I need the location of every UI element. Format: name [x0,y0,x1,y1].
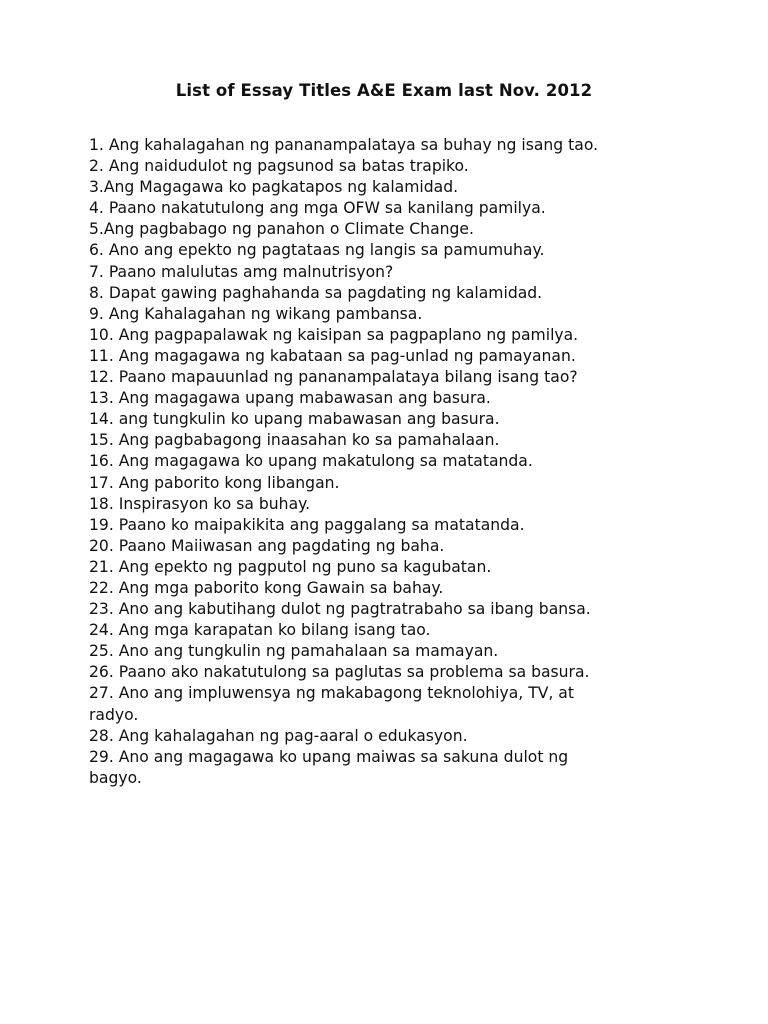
essay-title-item: 27. Ano ang impluwensya ng makabagong teknolohiya, TV, at radyo. [89,684,574,724]
essay-title-item: 22. Ang mga paborito kong Gawain sa bahay. [89,578,444,597]
essay-title-item: 24. Ang mga karapatan ko bilang isang tao. [89,621,431,640]
essay-title-item: 16. Ang magagawa ko upang makatulong sa matatanda. [89,452,533,471]
essay-title-item: 11. Ang magagawa ng kabataan sa pag-unlad ng pamayanan. [89,346,576,365]
essay-title-item: 9. Ang Kahalagahan ng wikang pambansa. [89,304,423,323]
essay-title-item: 26. Paano ako nakatutulong sa paglutas sa problema sa basura. [89,663,590,682]
essay-title-item: 23. Ano ang kabutihang dulot ng pagtratrabaho sa ibang bansa. [89,600,591,619]
essay-title-item: 8. Dapat gawing paghahanda sa pagdating ng kalamidad. [89,283,543,302]
essay-title-item: 3.Ang Magagawa ko pagkatapos ng kalamidad. [89,178,459,197]
essay-title-item: 14. ang tungkulin ko upang mabawasan ang basura. [89,410,500,429]
essay-title-item: 1. Ang kahalagahan ng pananampalataya sa buhay ng isang tao. [89,136,599,154]
essay-title-list [89,135,689,789]
essay-title-item: 5.Ang pagbabago ng panahon o Climate Change. [89,220,474,239]
essay-title-item: 18. Inspirasyon ko sa buhay. [89,494,311,513]
page-title: List of Essay Titles A&E Exam last Nov. 2012 [175,81,593,100]
essay-title-item: 6. Ano ang epekto ng pagtataas ng langis sa pamumuhay. [89,241,545,260]
essay-title-item: 28. Ang kahalagahan ng pag-aaral o edukasyon. [89,726,468,745]
essay-title-item: 13. Ang magagawa upang mabawasan ang basura. [89,389,491,408]
essay-title-item: 21. Ang epekto ng pagputol ng puno sa kagubatan. [89,557,492,576]
essay-title-item: 19. Paano ko maipakikita ang paggalang sa matatanda. [89,515,525,534]
essay-title-item: 29. Ano ang magagawa ko upang maiwas sa sakuna dulot ng bagyo. [89,747,569,787]
essay-title-item: 4. Paano nakatutulong ang mga OFW sa kanilang pamilya. [89,199,546,218]
essay-title-item: 12. Paano mapauunlad ng pananampalataya bilang isang tao? [89,368,578,387]
essay-title-item: 20. Paano Maiiwasan ang pagdating ng baha. [89,536,445,555]
essay-title-item: 15. Ang pagbabagong inaasahan ko sa pamahalaan. [89,431,500,450]
essay-title-item: 10. Ang pagpapalawak ng kaisipan sa pagpaplano ng pamilya. [89,325,579,344]
essay-title-item: 2. Ang naidudulot ng pagsunod sa batas trapiko. [89,157,469,176]
essay-title-item: 7. Paano malulutas amg malnutrisyon? [89,262,394,281]
essay-title-item: 25. Ano ang tungkulin ng pamahalaan sa mamayan. [89,642,499,661]
essay-title-item: 17. Ang paborito kong libangan. [89,473,340,492]
